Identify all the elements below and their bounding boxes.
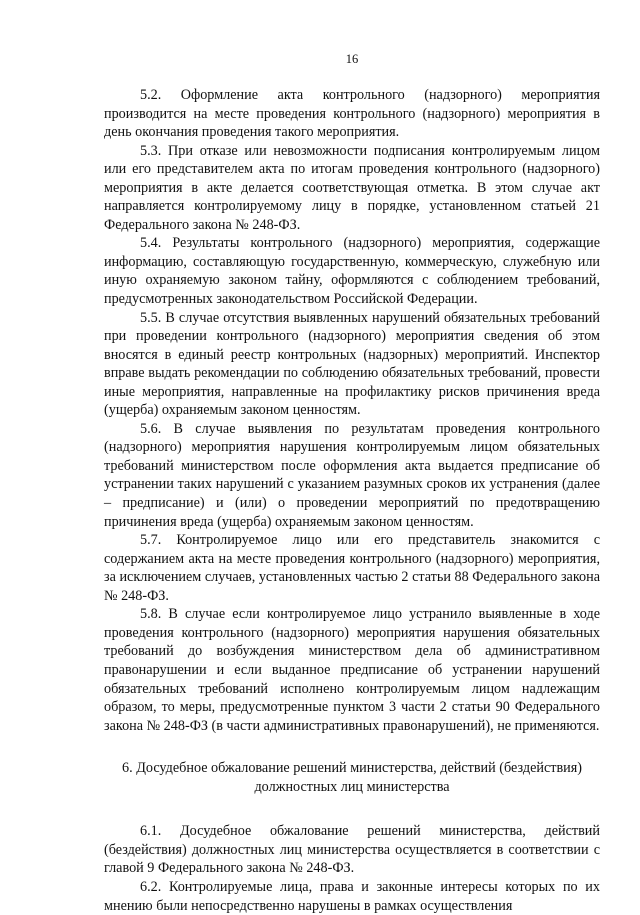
paragraph-6-2: 6.2. Контролируемые лица, права и законные интересы которых по их мнению были непосредственно нарушены в рамках осуществления xyxy=(104,878,600,914)
paragraph-5-4: 5.4. Результаты контрольного (надзорного) мероприятия, содержащие информацию, составляющую государственную, коммерческую, служебную или иную охраняемую законом тайну, оформляются с соблюдением требований, предусмотренных законодательством Российской Федерации. xyxy=(104,235,600,308)
paragraph-5-5: 5.5. В случае отсутствия выявленных нарушений обязательных требований при проведении контрольного (надзорного) мероприятия сведения об этом вносятся в единый реестр контрольных (надзорных) мероприятий. Инспектор вправе выдать рекомендации по соблюдению обязательных требований, провести иные мероприятия, направленные на профилактику рисков причинения вреда (ущерба) охраняемым законом ценностям. xyxy=(104,309,600,419)
paragraph-5-3: 5.3. При отказе или невозможности подписания контролируемым лицом или его представителем акта по итогам проведения контрольного (надзорного) мероприятия в акте делается соответствующая отметка. В этом случае акт направляется контролируемому лицу в порядке, установленном статьей 21 Федерального закона № 248-ФЗ. xyxy=(104,142,600,233)
page-number: 16 xyxy=(345,52,359,66)
section-heading-line1: 6. Досудебное обжалование решений министерства, действий (бездействия) xyxy=(122,760,582,777)
paragraph-5-2: 5.2. Оформление акта контрольного (надзорного) мероприятия производится на месте проведения контрольного (надзорного) мероприятия в день окончания проведения такого мероприятия. xyxy=(104,87,600,141)
paragraph-5-7: 5.7. Контролируемое лицо или его представитель знакомится с содержанием акта на месте проведения контрольного (надзорного) мероприятия, за исключением случаев, установленных частью 2 статьи 88 Федерального закона № 248-ФЗ. xyxy=(104,532,600,604)
paragraph-5-6: 5.6. В случае выявления по результатам проведения контрольного (надзорного) мероприятия нарушения контролируемым лицом обязательных требований министерством после оформления акта выдается предписание об устранении таких нарушений с указанием разумных сроков их устранения (далее – предписание) и (или) о проведении мероприятий по предотвращению причинения вреда (ущерба) охраняемым законом ценностям. xyxy=(104,420,600,530)
section-heading-line2: должностных лиц министерства xyxy=(254,778,450,795)
paragraph-5-8: 5.8. В случае если контролируемое лицо устранило выявленные в ходе проведения контрольного (надзорного) мероприятия нарушения обязательных требований до возбуждения министерством дела об административном правонарушении и если выданное предписание об устранении нарушений обязательных требований исполнено контролируемым лицом надлежащим образом, то меры, предусмотренные пунктом 3 части 2 статьи 90 Федерального закона № 248-ФЗ (в части административных правонарушений), не применяются. xyxy=(104,606,600,734)
section-heading xyxy=(104,759,600,796)
document-page xyxy=(104,52,600,915)
paragraph-6-1: 6.1. Досудебное обжалование решений министерства, действий (бездействия) должностных лиц министерства осуществляется в соответствии с главой 9 Федерального закона № 248-ФЗ. xyxy=(104,823,600,877)
